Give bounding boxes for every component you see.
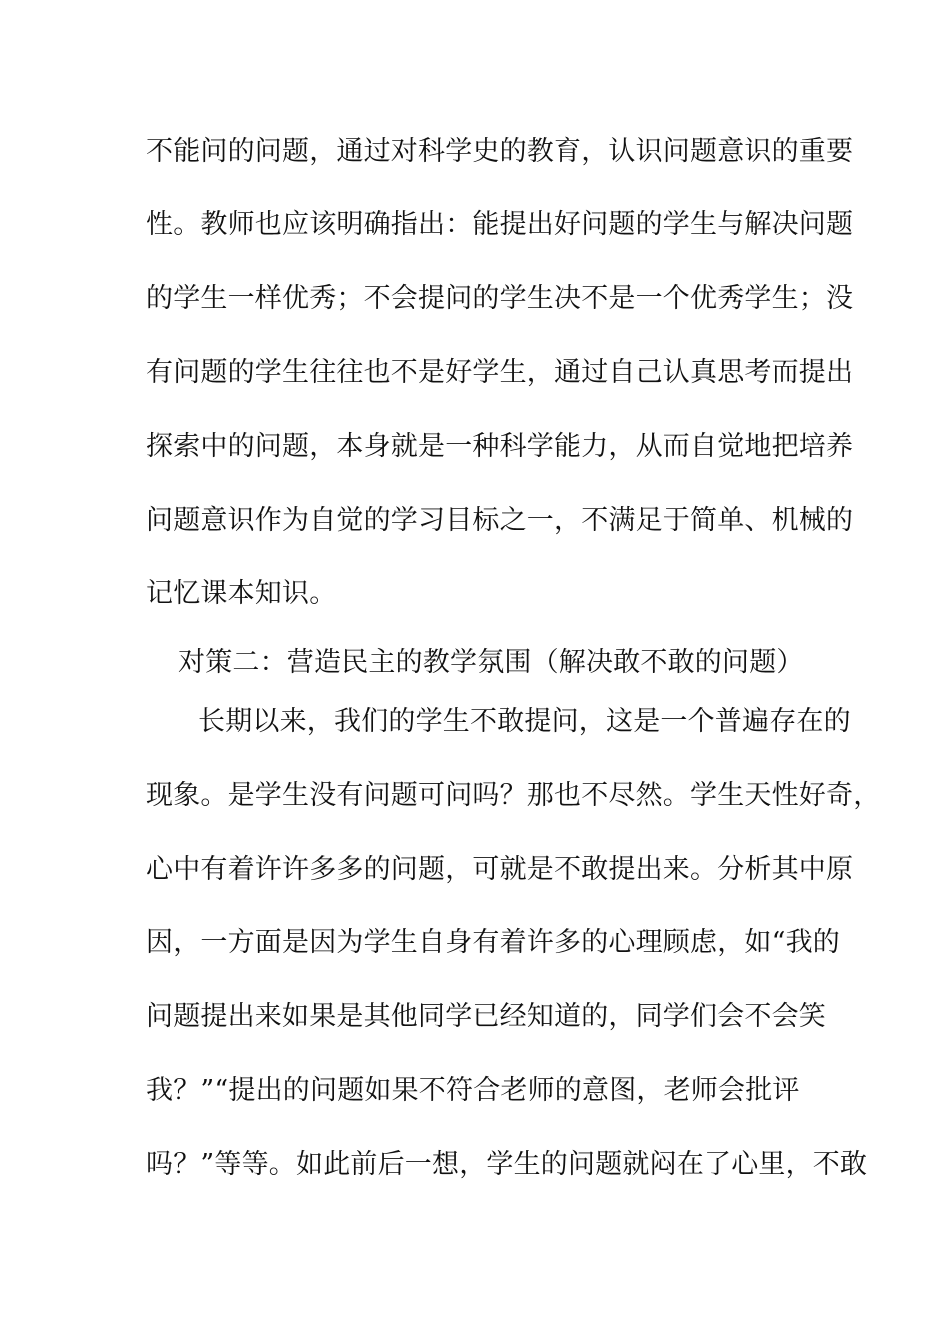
paragraph-1-line-5: 探索中的问题，本身就是一种科学能力，从而自觉地把培养 [146,431,854,462]
paragraph-2-line-1: 长期以来，我们的学生不敢提问，这是一个普遍存在的 [198,706,851,737]
paragraph-1-line-7: 记忆课本知识。 [146,578,337,609]
paragraph-2-line-4: 因，一方面是因为学生自身有着许多的心理顾虑，如“我的 [146,927,841,958]
paragraph-1-line-4: 有问题的学生往往也不是好学生，通过自己认真思考而提出 [146,357,854,388]
paragraph-1-line-2: 性。教师也应该明确指出：能提出好问题的学生与解决问题 [146,209,854,240]
paragraph-2-line-3: 心中有着许许多多的问题，可就是不敢提出来。分析其中原 [146,854,854,885]
section-heading: 对策二：营造民主的教学氛围（解决敢不敢的问题） [178,647,804,678]
paragraph-2-line-5: 问题提出来如果是其他同学已经知道的，同学们会不会笑 [146,1001,826,1032]
paragraph-2-line-2: 现象。是学生没有问题可问吗？那也不尽然。学生天性好奇， [146,780,881,811]
paragraph-1-line-6: 问题意识作为自觉的学习目标之一，不满足于简单、机械的 [146,505,854,536]
paragraph-2-line-7: 吗？”等等。如此前后一想，学生的问题就闷在了心里，不敢 [146,1149,868,1180]
paragraph-1-line-3: 的学生一样优秀；不会提问的学生决不是一个优秀学生；没 [146,283,854,314]
paragraph-2-line-6: 我？”“提出的问题如果不符合老师的意图，老师会批评 [146,1075,800,1106]
paragraph-1-line-1: 不能问的问题，通过对科学史的教育，认识问题意识的重要 [146,136,854,167]
